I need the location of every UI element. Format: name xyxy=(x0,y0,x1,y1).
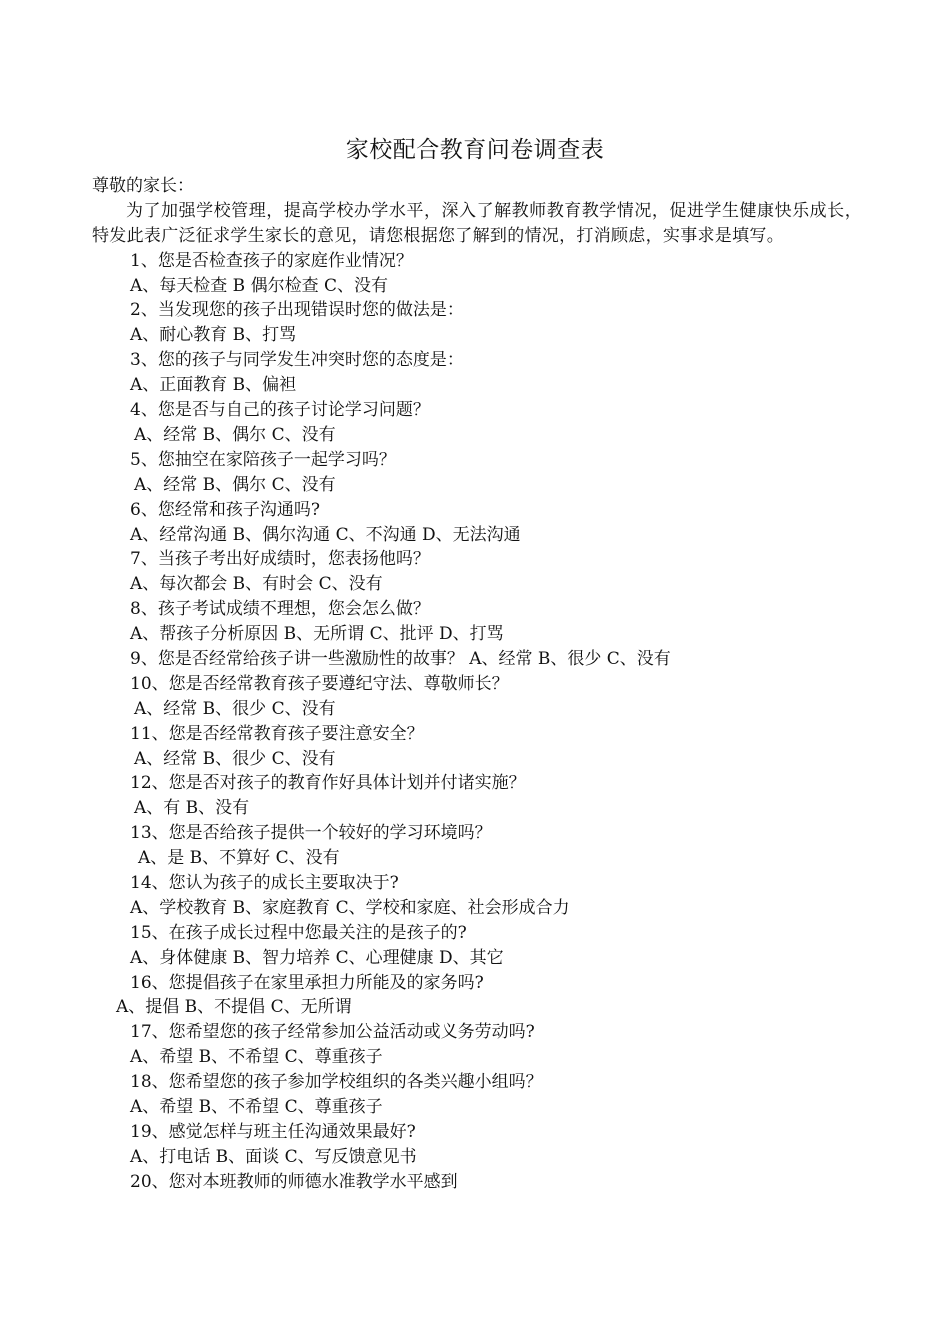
question-line: 15、在孩子成长过程中您最关注的是孩子的? xyxy=(130,922,467,943)
intro-paragraph: 为了加强学校管理，提高学校办学水平，深入了解教师教育教学情况，促进学生健康快乐成长，特发此表广泛征求学生家长的意见，请您根据您了解到的情况，打消顾虑，实事求是填写。 xyxy=(92,200,862,246)
question-line: 6、您经常和孩子沟通吗? xyxy=(130,499,320,520)
answer-options-line: A、有 B、没有 xyxy=(134,798,250,819)
question-line: 2、当发现您的孩子出现错误时您的做法是： xyxy=(130,300,464,321)
question-line: 8、孩子考试成绩不理想，您会怎么做？ xyxy=(130,599,430,620)
question-line: 7、当孩子考出好成绩时，您表扬他吗？ xyxy=(130,549,430,570)
answer-options-line: A、经常 B、很少 C、没有 xyxy=(134,698,336,719)
question-line: 13、您是否给孩子提供一个较好的学习环境吗？ xyxy=(130,823,492,844)
answer-options-line: A、希望 B、不希望 C、尊重孩子 xyxy=(130,1096,383,1117)
answer-options-line: A、经常 B、很少 C、没有 xyxy=(134,748,336,769)
question-line: 19、感觉怎样与班主任沟通效果最好? xyxy=(130,1121,416,1142)
question-line: 20、您对本班教师的师德水准教学水平感到 xyxy=(130,1171,458,1192)
answer-options-line: A、是 B、不算好 C、没有 xyxy=(138,848,340,869)
question-line: 3、您的孩子与同学发生冲突时您的态度是： xyxy=(130,350,464,371)
question-line: 5、您抽空在家陪孩子一起学习吗？ xyxy=(130,449,396,470)
question-line: 9、您是否经常给孩子讲一些激励性的故事？ A、经常 B、很少 C、没有 xyxy=(130,648,671,669)
document-title: 家校配合教育问卷调查表 xyxy=(345,137,605,163)
question-line: 12、您是否对孩子的教育作好具体计划并付诸实施？ xyxy=(130,773,526,794)
question-list xyxy=(92,249,862,1195)
answer-options-line: A、每次都会 B、有时会 C、没有 xyxy=(130,574,383,595)
question-line: 4、您是否与自己的孩子讨论学习问题？ xyxy=(130,400,430,421)
answer-options-line: A、正面教育 B、偏袒 xyxy=(130,375,297,396)
answer-options-line: A、打电话 B、面谈 C、写反馈意见书 xyxy=(130,1146,417,1167)
question-line: 18、您希望您的孩子参加学校组织的各类兴趣小组吗？ xyxy=(130,1072,543,1093)
question-line: 10、您是否经常教育孩子要遵纪守法、尊敬师长？ xyxy=(130,673,509,694)
answer-options-line: A、帮孩子分析原因 B、无所谓 C、批评 D、打骂 xyxy=(130,624,504,645)
question-line: 1、您是否检查孩子的家庭作业情况？ xyxy=(130,250,413,271)
question-line: 17、您希望您的孩子经常参加公益活动或义务劳动吗? xyxy=(130,1022,535,1043)
greeting: 尊敬的家长： xyxy=(92,176,194,196)
question-line: 16、您提倡孩子在家里承担力所能及的家务吗? xyxy=(130,972,484,993)
answer-options-line: A、经常沟通 B、偶尔沟通 C、不沟通 D、无法沟通 xyxy=(130,524,521,545)
question-line: 11、您是否经常教育孩子要注意安全？ xyxy=(130,723,424,744)
document-body xyxy=(92,174,862,1195)
answer-options-line: A、每天检查 B 偶尔检查 C、没有 xyxy=(130,275,388,296)
answer-options-line: A、提倡 B、不提倡 C、无所谓 xyxy=(116,997,352,1018)
answer-options-line: A、耐心教育 B、打骂 xyxy=(130,325,297,346)
answer-options-line: A、学校教育 B、家庭教育 C、学校和家庭、社会形成合力 xyxy=(130,897,570,918)
answer-options-line: A、经常 B、偶尔 C、没有 xyxy=(134,424,336,445)
answer-options-line: A、经常 B、偶尔 C、没有 xyxy=(134,474,336,495)
answer-options-line: A、身体健康 B、智力培养 C、心理健康 D、其它 xyxy=(130,947,504,968)
answer-options-line: A、希望 B、不希望 C、尊重孩子 xyxy=(130,1047,383,1068)
question-line: 14、您认为孩子的成长主要取决于? xyxy=(130,872,399,893)
